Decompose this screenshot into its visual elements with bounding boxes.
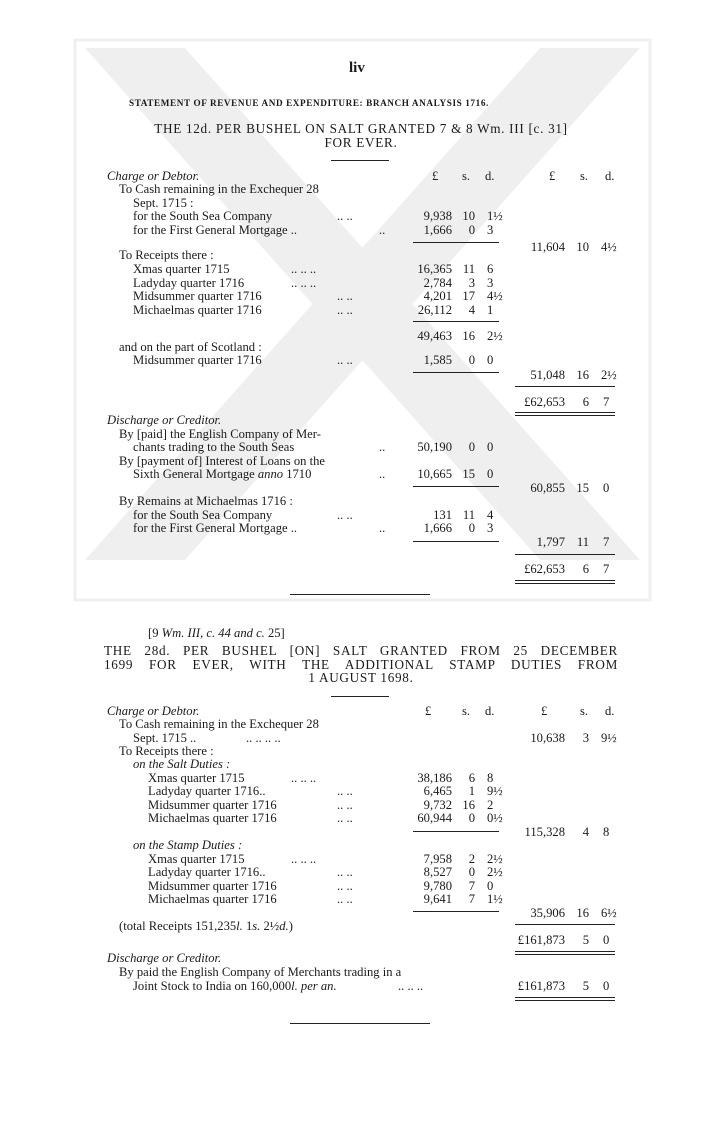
receipts-label: To Receipts there : [119, 744, 214, 758]
salt-row-label: Xmas quarter 1715 [148, 771, 245, 785]
col-header-shillings-total: s. [580, 169, 589, 183]
charge-label: Charge or Debtor. [107, 169, 200, 183]
subtotal-rule [413, 486, 499, 487]
salt-row-pounds: 38,186 [417, 771, 452, 785]
receipt-row-shillings: 17 [462, 289, 475, 303]
cash-line-2: Sept. 1715 .. [133, 731, 197, 745]
subtotal-rule [413, 911, 499, 912]
cash-total-pounds: 11,604 [530, 240, 565, 254]
leader-dots: .. .. [337, 508, 353, 522]
page-header: STATEMENT OF REVENUE AND EXPENDITURE: BRANCH ANALYSIS 1716. [129, 98, 489, 108]
remains-total-pence: 7 [603, 535, 610, 549]
discharge-2-line-1: By [payment of] Interest of Loans on the [119, 454, 325, 468]
leader-dots: .. .. [337, 303, 353, 317]
receipt-row-shillings: 3 [468, 276, 475, 290]
leader-dots: .. .. [337, 892, 353, 906]
stamp-row-shillings: 7 [468, 879, 475, 893]
leader-dots: .. .. [337, 209, 353, 223]
remains-total-pounds: 1,797 [536, 535, 565, 549]
scotland-row-pounds: 1,585 [423, 353, 452, 367]
subtotal-rule [413, 541, 499, 542]
cash-row-shillings: 0 [468, 223, 475, 237]
salt-total-pence: 8 [603, 825, 610, 839]
total-rule [515, 924, 615, 925]
salt-duties-label: on the Salt Duties : [133, 757, 231, 771]
discharge-1-pounds: 50,190 [417, 440, 452, 454]
charge-grand-total-pence: 0 [603, 933, 610, 947]
grand-total-pounds: £62,653 [524, 395, 565, 409]
remains-row-label: for the First General Mortgage .. [133, 521, 298, 535]
salt-row-pounds: 60,944 [417, 811, 452, 825]
leader-dots: .. .. .. [291, 262, 317, 276]
discharge-1-line-2: chants trading to the South Seas [133, 440, 295, 454]
double-rule [515, 997, 615, 1001]
section2-title-line3: 1 AUGUST 1698. [308, 670, 414, 685]
receipts-total-shillings: 16 [576, 368, 589, 382]
discharge-pounds: £161,873 [517, 979, 565, 993]
receipt-row-pence: 3 [487, 276, 494, 290]
discharge-total-shillings: 15 [576, 481, 589, 495]
receipt-row-label: Xmas quarter 1715 [133, 262, 230, 276]
leader-dots: .. .. [337, 798, 353, 812]
stamp-row-label: Midsummer quarter 1716 [148, 879, 277, 893]
leader-dots: .. [379, 223, 386, 237]
receipt-row-shillings: 4 [468, 303, 475, 317]
discharge-1-line-1: By [paid] the English Company of Mer- [119, 427, 321, 441]
cash-pence: 9½ [601, 731, 617, 745]
receipt-row-label: Ladyday quarter 1716 [133, 276, 245, 290]
stamp-row-pence: 1½ [487, 892, 503, 906]
salt-row-label: Midsummer quarter 1716 [148, 798, 277, 812]
leader-dots: .. .. [337, 353, 353, 367]
stamp-row-shillings: 0 [468, 865, 475, 879]
page-end-separator [290, 1023, 430, 1024]
col-header-pence-total: d. [605, 169, 615, 183]
stamp-duties-label: on the Stamp Duties : [133, 838, 243, 852]
section-separator [290, 594, 430, 595]
discharge-shillings: 5 [582, 979, 589, 993]
salt-row-pence: 8 [487, 771, 494, 785]
salt-total-shillings: 4 [582, 825, 589, 839]
receipt-row-pounds: 26,112 [417, 303, 452, 317]
col-header-pence-total: d. [605, 704, 615, 718]
discharge-line-2: Joint Stock to India on 160,000l. per an. [133, 979, 337, 993]
section2-title-line2: 1699 FOR EVER, WITH THE ADDITIONAL STAMP DUTIES FROM [104, 657, 618, 672]
stamp-total-pounds: 35,906 [530, 906, 565, 920]
stamp-total-shillings: 16 [576, 906, 589, 920]
leader-dots: .. .. .. .. [246, 731, 281, 745]
cash-line-1: To Cash remaining in the Exchequer 28 [119, 182, 319, 196]
total-rule [515, 554, 615, 555]
cash-pounds: 10,638 [530, 731, 565, 745]
salt-row-pounds: 9,732 [423, 798, 452, 812]
salt-row-pounds: 6,465 [423, 784, 452, 798]
discharge-label: Discharge or Creditor. [107, 951, 222, 965]
leader-dots: .. .. .. [291, 276, 317, 290]
receipt-row-pence: 1 [487, 303, 494, 317]
total-receipts-note: (total Receipts 151,235l. 1s. 2½d.) [119, 919, 293, 933]
discharge-2-pence: 0 [487, 467, 494, 481]
receipts-subtotal-pence: 2½ [487, 329, 503, 343]
salt-row-shillings: 16 [462, 798, 475, 812]
receipts-subtotal-pounds: 49,463 [417, 329, 452, 343]
page-number: liv [349, 60, 365, 76]
stamp-row-label: Xmas quarter 1715 [148, 852, 245, 866]
scotland-row-shillings: 0 [468, 353, 475, 367]
col-header-pounds-total: £ [541, 704, 548, 718]
leader-dots: .. .. .. [291, 852, 317, 866]
salt-row-pence: 9½ [487, 784, 503, 798]
receipt-row-pence: 6 [487, 262, 494, 276]
charge-grand-total-shillings: 5 [582, 933, 589, 947]
receipt-row-pence: 4½ [487, 289, 503, 303]
grand-total-shillings: 6 [582, 395, 589, 409]
cash-row-pounds: 1,666 [423, 223, 452, 237]
scotland-label: and on the part of Scotland : [119, 340, 262, 354]
section1-title-line1: THE 12d. PER BUSHEL ON SALT GRANTED 7 & 8 Wm. III [c. 31] [154, 121, 568, 136]
remains-row-label: for the South Sea Company [133, 508, 273, 522]
col-header-pounds-total: £ [549, 169, 556, 183]
leader-dots: .. .. [337, 784, 353, 798]
discharge-1-pence: 0 [487, 440, 494, 454]
stamp-row-pence: 0 [487, 879, 494, 893]
subtotal-rule [413, 321, 499, 322]
cash-row-pence: 1½ [487, 209, 503, 223]
discharge-grand-total-pence: 7 [603, 562, 610, 576]
scotland-row-label: Midsummer quarter 1716 [133, 353, 262, 367]
divider [331, 696, 389, 697]
cash-row-label: for the South Sea Company [133, 209, 273, 223]
discharge-1-shillings: 0 [468, 440, 475, 454]
cash-total-shillings: 10 [576, 240, 589, 254]
charge-grand-total-pounds: £161,873 [517, 933, 565, 947]
remains-row-pounds: 1,666 [423, 521, 452, 535]
receipt-row-shillings: 11 [462, 262, 475, 276]
subtotal-rule [413, 831, 499, 832]
col-header-pence: d. [485, 169, 495, 183]
cash-row-pounds: 9,938 [423, 209, 452, 223]
cash-total-pence: 4½ [601, 240, 617, 254]
stamp-row-pounds: 9,780 [423, 879, 452, 893]
stamp-total-pence: 6½ [601, 906, 617, 920]
stamp-row-pence: 2½ [487, 852, 503, 866]
stamp-row-pounds: 8,527 [423, 865, 452, 879]
subtotal-rule [413, 372, 499, 373]
discharge-total-pounds: 60,855 [530, 481, 565, 495]
double-rule [515, 580, 615, 584]
leader-dots: .. .. [337, 865, 353, 879]
col-header-shillings: s. [462, 704, 471, 718]
salt-row-label: Ladyday quarter 1716.. [148, 784, 266, 798]
divider [331, 160, 389, 161]
subtotal-rule [413, 242, 499, 243]
remains-row-shillings: 0 [468, 521, 475, 535]
discharge-2-line-2: Sixth General Mortgage anno 1710 [133, 467, 312, 481]
leader-dots: .. [379, 467, 386, 481]
receipts-total-pounds: 51,048 [530, 368, 565, 382]
section2-citation: [9 Wm. III, c. 44 and c. 25] [148, 626, 285, 640]
stamp-row-pounds: 7,958 [423, 852, 452, 866]
col-header-pounds: £ [425, 704, 432, 718]
stamp-row-pence: 2½ [487, 865, 503, 879]
discharge-grand-total-shillings: 6 [582, 562, 589, 576]
cash-row-pence: 3 [487, 223, 494, 237]
cash-row-label: for the First General Mortgage .. [133, 223, 298, 237]
receipt-row-pounds: 4,201 [423, 289, 452, 303]
receipt-row-label: Michaelmas quarter 1716 [133, 303, 262, 317]
discharge-grand-total-pounds: £62,653 [524, 562, 565, 576]
receipts-subtotal-shillings: 16 [462, 329, 475, 343]
receipt-row-label: Midsummer quarter 1716 [133, 289, 262, 303]
leader-dots: .. .. [337, 289, 353, 303]
remains-row-pence: 3 [487, 521, 494, 535]
remains-label: By Remains at Michaelmas 1716 : [119, 494, 293, 508]
remains-total-shillings: 11 [576, 535, 589, 549]
col-header-shillings: s. [462, 169, 471, 183]
salt-total-pounds: 115,328 [524, 825, 565, 839]
discharge-label: Discharge or Creditor. [107, 413, 222, 427]
discharge-2-shillings: 15 [462, 467, 475, 481]
cash-line-1: To Cash remaining in the Exchequer 28 [119, 717, 319, 731]
receipt-row-pounds: 2,784 [423, 276, 452, 290]
discharge-2-pounds: 10,665 [417, 467, 452, 481]
col-header-pounds: £ [432, 169, 439, 183]
salt-row-pence: 2 [487, 798, 494, 812]
grand-total-pence: 7 [603, 395, 610, 409]
stamp-row-pounds: 9,641 [423, 892, 452, 906]
stamp-row-shillings: 7 [468, 892, 475, 906]
stamp-row-shillings: 2 [468, 852, 475, 866]
remains-row-pounds: 131 [433, 508, 452, 522]
charge-label: Charge or Debtor. [107, 704, 200, 718]
salt-row-shillings: 6 [468, 771, 475, 785]
stamp-row-label: Michaelmas quarter 1716 [148, 892, 277, 906]
remains-row-pence: 4 [487, 508, 494, 522]
leader-dots: .. .. .. [291, 771, 317, 785]
cash-row-shillings: 10 [462, 209, 475, 223]
double-rule [515, 412, 615, 416]
section2-title-line1: THE 28d. PER BUSHEL [ON] SALT GRANTED FROM 25 DECEMBER [104, 643, 618, 658]
double-rule [515, 951, 615, 955]
discharge-pence: 0 [603, 979, 610, 993]
leader-dots: .. [379, 440, 386, 454]
salt-row-pence: 0½ [487, 811, 503, 825]
cash-shillings: 3 [582, 731, 589, 745]
receipts-total-pence: 2½ [601, 368, 617, 382]
leader-dots: .. .. [337, 811, 353, 825]
remains-row-shillings: 11 [462, 508, 475, 522]
salt-row-shillings: 0 [468, 811, 475, 825]
discharge-total-pence: 0 [603, 481, 610, 495]
total-rule [515, 386, 615, 387]
discharge-line-1: By paid the English Company of Merchants trading in a [119, 965, 402, 979]
leader-dots: .. [379, 521, 386, 535]
scotland-row-pence: 0 [487, 353, 494, 367]
salt-row-label: Michaelmas quarter 1716 [148, 811, 277, 825]
leader-dots: .. .. .. [398, 979, 424, 993]
section1-title-line2: FOR EVER. [324, 135, 398, 150]
receipts-label: To Receipts there : [119, 248, 214, 262]
col-header-shillings-total: s. [580, 704, 589, 718]
col-header-pence: d. [485, 704, 495, 718]
stamp-row-label: Ladyday quarter 1716.. [148, 865, 266, 879]
salt-row-shillings: 1 [468, 784, 475, 798]
cash-line-2: Sept. 1715 : [133, 196, 194, 210]
leader-dots: .. .. [337, 879, 353, 893]
receipt-row-pounds: 16,365 [417, 262, 452, 276]
